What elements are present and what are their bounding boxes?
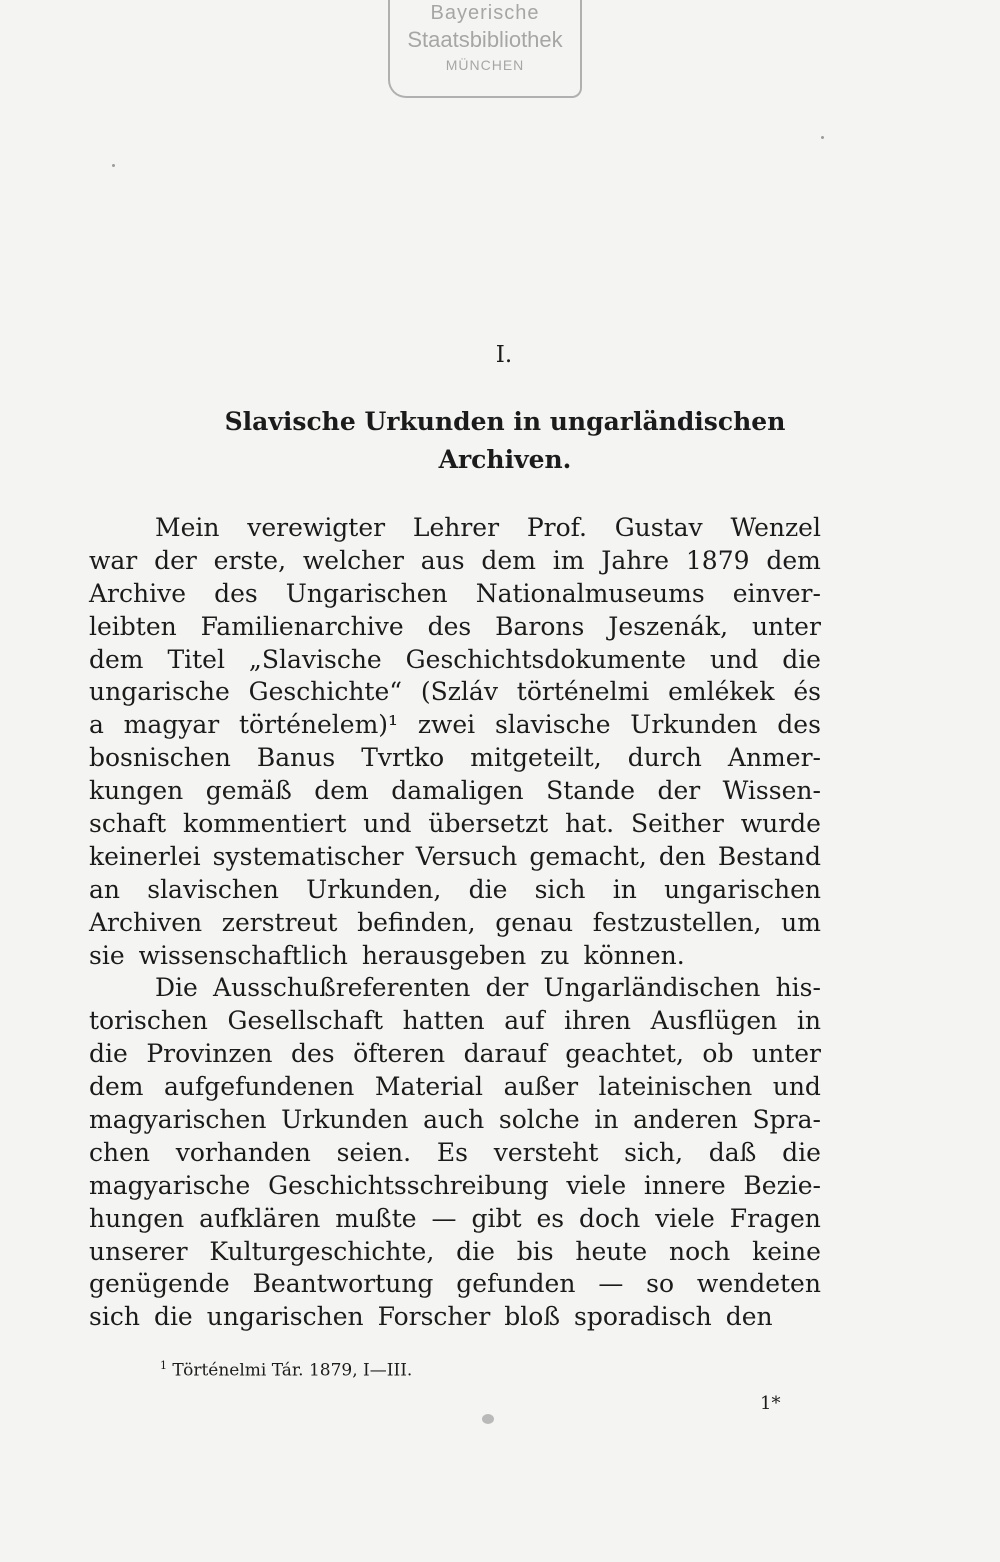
paper-speck bbox=[821, 136, 824, 139]
body-line: torischen Gesellschaft hatten auf ihren Ausflügen in bbox=[89, 1006, 821, 1036]
body-line: Archiven zerstreut befinden, genau festzustellen, um bbox=[89, 907, 821, 937]
stamp-line-1: Bayerische bbox=[430, 2, 540, 24]
body-line: leibten Familienarchive des Barons Jeszenák, unter bbox=[89, 611, 821, 641]
stamp-line-2: Staatsbibliothek bbox=[407, 27, 563, 52]
chapter-title-line-2: Archiven. bbox=[438, 445, 572, 474]
body-line: dem Titel „Slavische Geschichtsdokumente und die bbox=[89, 644, 821, 674]
footnote bbox=[160, 1355, 412, 1382]
body-line: keinerlei systematischer Versuch gemacht, den Bestand bbox=[89, 841, 821, 871]
body-line: ungarische Geschichte“ (Szláv történelmi emlékek és bbox=[89, 677, 821, 707]
body-line: magyarischen Urkunden auch solche in anderen Spra- bbox=[89, 1105, 821, 1135]
body-line: dem aufgefundenen Material außer lateinischen und bbox=[89, 1072, 821, 1102]
body-line: bosnischen Banus Tvrtko mitgeteilt, durch Anmer- bbox=[89, 743, 821, 773]
stamp-line-3: MÜNCHEN bbox=[445, 57, 525, 73]
body-line: war der erste, welcher aus dem im Jahre 1879 dem bbox=[89, 545, 821, 575]
body-line: chen vorhanden seien. Es versteht sich, daß die bbox=[89, 1137, 821, 1167]
body-line: a magyar történelem)¹ zwei slavische Urkunden des bbox=[89, 710, 821, 740]
footnote-marker: 1 bbox=[160, 1359, 167, 1372]
body-line: die Provinzen des öfteren darauf geachtet, ob unter bbox=[89, 1039, 821, 1069]
body-line: Die Ausschußreferenten der Ungarländischen his- bbox=[155, 973, 821, 1003]
chapter-title bbox=[140, 403, 870, 479]
body-text bbox=[89, 512, 821, 1334]
body-line: sich die ungarischen Forscher bloß sporadisch den bbox=[89, 1302, 773, 1332]
body-line: sie wissenschaftlich herausgeben zu können. bbox=[89, 940, 685, 970]
body-line: unserer Kulturgeschichte, die bis heute noch keine bbox=[89, 1236, 821, 1266]
body-line: kungen gemäß dem damaligen Stande der Wissen- bbox=[89, 776, 821, 806]
body-line: genügende Beantwortung gefunden — so wendeten bbox=[89, 1269, 821, 1299]
footnote-text: Történelmi Tár. 1879, I—III. bbox=[172, 1360, 413, 1381]
body-line: an slavischen Urkunden, die sich in ungarischen bbox=[89, 874, 821, 904]
body-line: schaft kommentiert und übersetzt hat. Seither wurde bbox=[89, 809, 821, 839]
chapter-title-line-1: Slavische Urkunden in ungarländischen bbox=[224, 407, 786, 436]
library-stamp bbox=[388, 0, 582, 98]
body-line: magyarische Geschichtsschreibung viele innere Bezie- bbox=[89, 1170, 821, 1200]
body-line: Archive des Ungarischen Nationalmuseums einver- bbox=[89, 578, 821, 608]
section-number: I. bbox=[495, 342, 513, 368]
page-signature: 1* bbox=[760, 1393, 781, 1414]
body-line: hungen aufklären mußte — gibt es doch viele Fragen bbox=[89, 1203, 821, 1233]
ink-blot bbox=[482, 1414, 494, 1424]
paper-speck bbox=[112, 164, 115, 167]
body-line: Mein verewigter Lehrer Prof. Gustav Wenzel bbox=[155, 513, 821, 542]
